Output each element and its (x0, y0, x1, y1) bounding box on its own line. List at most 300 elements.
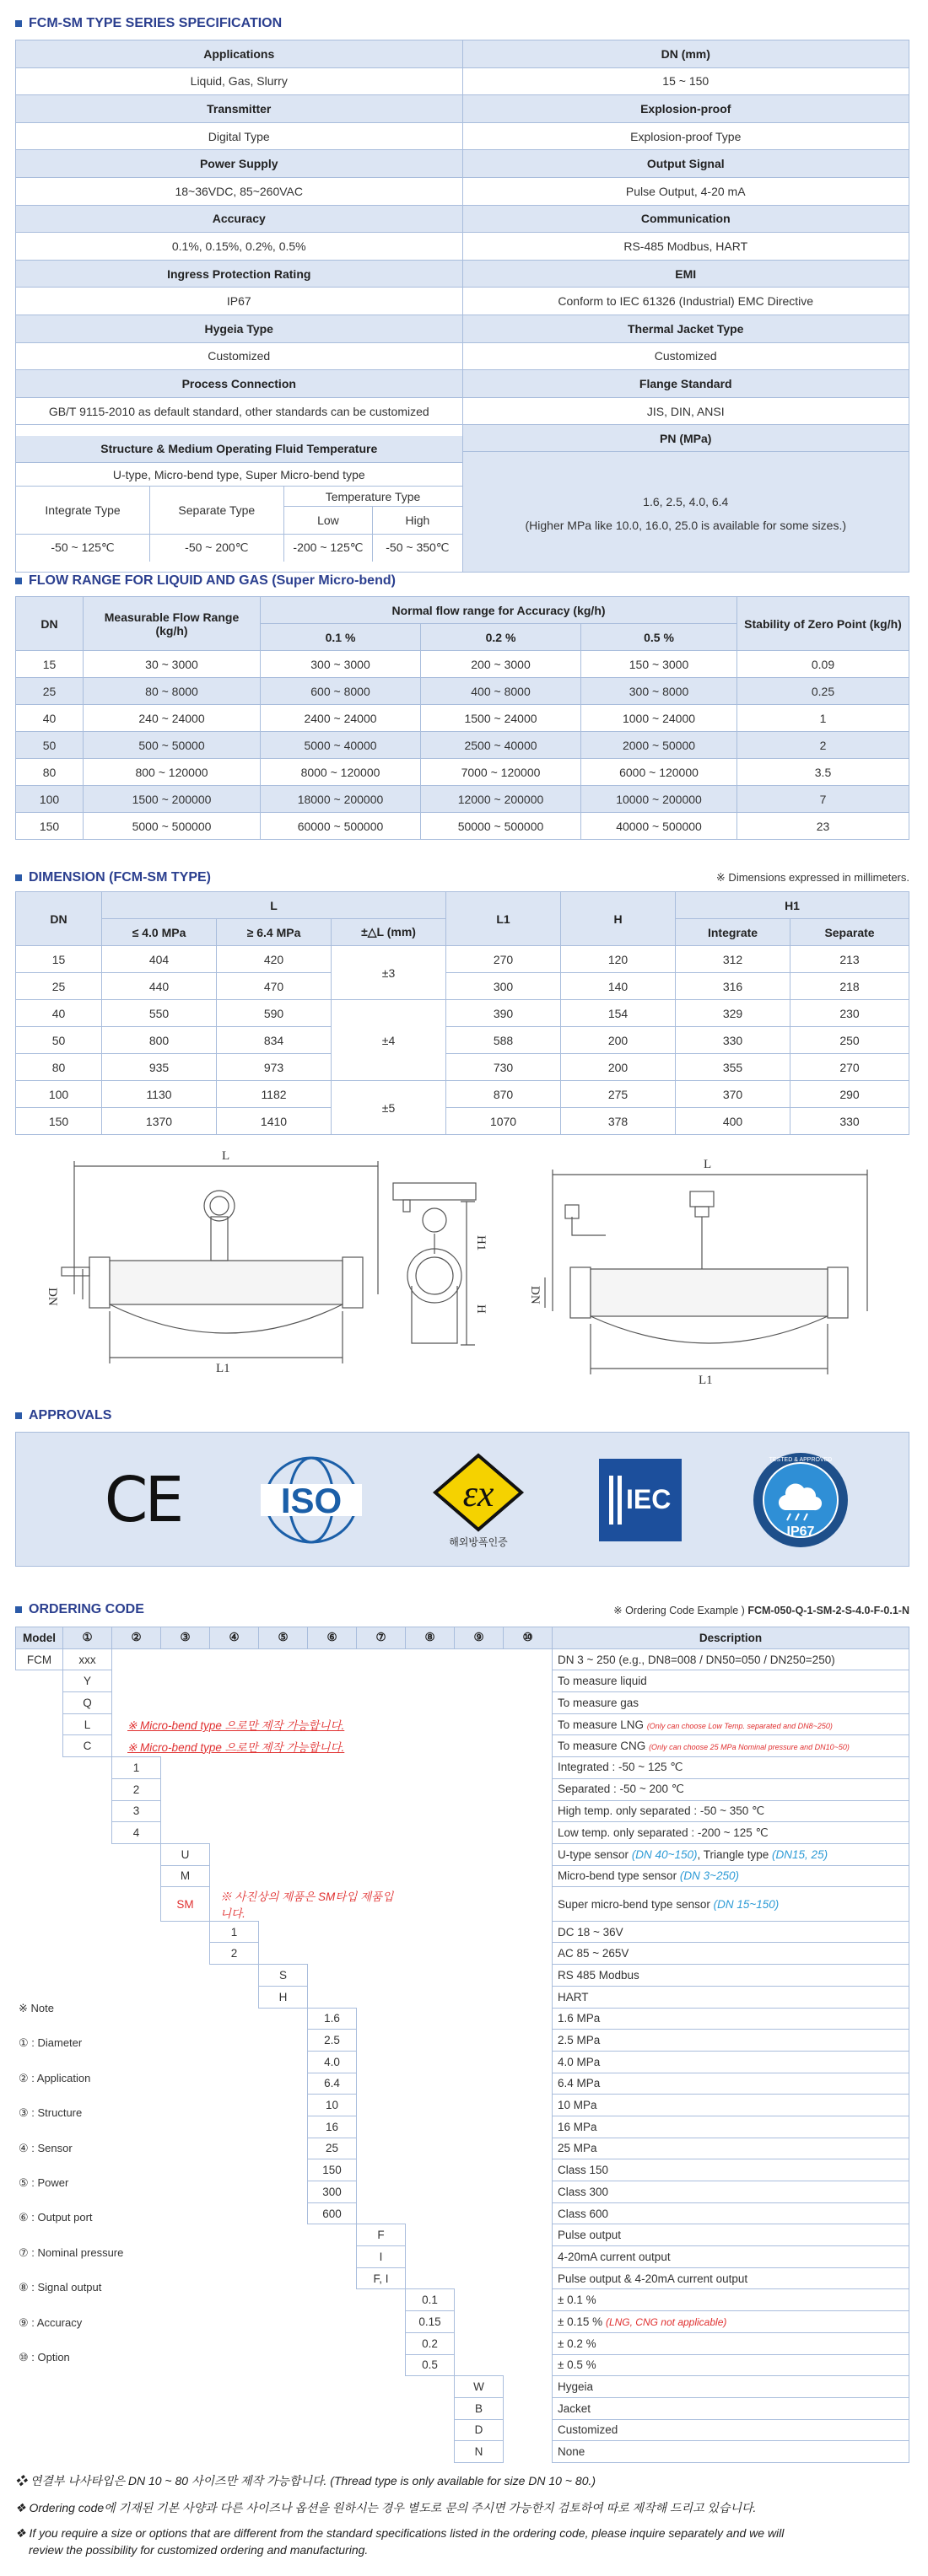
spec-label: Communication (462, 205, 909, 233)
empty-cell (504, 1865, 553, 1887)
empty-cell (504, 2181, 553, 2203)
empty-cell (504, 2376, 553, 2398)
option-code: B (455, 2397, 504, 2419)
empty-cell (406, 2441, 455, 2463)
note-item: ① : Diameter (19, 2036, 83, 2050)
empty-cell (259, 1843, 308, 1865)
empty-cell (112, 2397, 161, 2419)
high-label: High (373, 507, 462, 535)
empty-cell (357, 1757, 406, 1779)
empty-cell (161, 2246, 210, 2268)
table-row (16, 946, 909, 973)
footer-line: ❖ Ordering code에 기재된 기본 사양과 다른 사이즈나 옵션을 원하시는 경우 별도로 문의 주시면 가능한지 검토하여 따로 제작해 드리고 있습니다. (15, 2501, 757, 2514)
empty-cell (112, 1921, 161, 1943)
empty-cell (112, 1887, 161, 1922)
empty-cell (455, 1648, 504, 1670)
empty-cell (259, 2181, 308, 2203)
empty-cell (210, 2289, 259, 2311)
empty-cell (259, 1778, 308, 1800)
empty-cell (455, 2030, 504, 2052)
empty-cell (210, 2267, 259, 2289)
empty-cell (161, 1822, 210, 1844)
empty-cell (63, 2397, 112, 2419)
spec-value: Customized (16, 342, 463, 370)
flow-cell: 0.09 (737, 651, 909, 678)
diameter-code: xxx (63, 1648, 112, 1670)
bullet-square-icon (15, 578, 22, 584)
description (553, 1843, 909, 1865)
note-item: ⑦ : Nominal pressure (19, 2245, 124, 2259)
empty-cell (357, 1865, 406, 1887)
table-row (16, 759, 909, 786)
empty-cell (455, 2095, 504, 2116)
dim-cell: 290 (790, 1081, 909, 1108)
table-row (16, 786, 909, 813)
table-row (16, 1757, 909, 1779)
table-row (16, 2419, 909, 2441)
flow-h-c: 0.5 % (581, 624, 737, 651)
empty-cell (259, 2376, 308, 2398)
empty-cell (357, 1843, 406, 1865)
empty-cell (357, 1648, 406, 1670)
flow-section (15, 573, 909, 840)
flow-cell: 500 ~ 50000 (84, 732, 261, 759)
temp-integrate: -50 ~ 125℃ (16, 534, 150, 562)
empty-cell (455, 1800, 504, 1822)
empty-cell (210, 2095, 259, 2116)
description (553, 1778, 909, 1800)
empty-cell (455, 2008, 504, 2030)
table-row (16, 2332, 909, 2354)
empty-cell (16, 1735, 63, 1757)
dim-cell: 154 (561, 1000, 676, 1027)
dim-cell: 200 (561, 1027, 676, 1054)
dim-cell: 100 (16, 1081, 102, 1108)
spec-header-row (16, 205, 909, 233)
iec-logo (590, 1449, 691, 1551)
description-text: 10 MPa (558, 2099, 597, 2112)
dim-cell: 330 (790, 1108, 909, 1135)
description (553, 2008, 909, 2030)
table-row (16, 651, 909, 678)
dim-cell: 140 (561, 973, 676, 1000)
dim-cell: 1130 (102, 1081, 217, 1108)
spec-label: Explosion-proof (462, 95, 909, 123)
flow-cell: 300 ~ 8000 (581, 678, 737, 705)
empty-cell (16, 1843, 63, 1865)
description-range: (DN 40~150) (631, 1847, 698, 1861)
description-text: 6.4 MPa (558, 2077, 601, 2090)
example-label: ※ Ordering Code Example ) (613, 1604, 745, 1616)
separate-type-label: Separate Type (150, 487, 284, 535)
empty-cell (161, 1692, 210, 1714)
spec-value-row (16, 122, 909, 150)
pn-cell (462, 425, 909, 573)
empty-cell (406, 1843, 455, 1865)
dim-cell: 550 (102, 1000, 217, 1027)
iso-logo (261, 1449, 362, 1551)
empty-cell (210, 1843, 259, 1865)
empty-cell (161, 1800, 210, 1822)
empty-cell (406, 1670, 455, 1692)
ordering-code (15, 1627, 909, 2463)
description: DN 3 ~ 250 (e.g., DN8=008 / DN50=050 / DN250=250) (553, 1648, 909, 1670)
dim-title: DIMENSION (FCM-SM TYPE) (29, 870, 211, 885)
empty-cell (210, 1822, 259, 1844)
option-code: 16 (308, 2116, 357, 2138)
spec-label: Process Connection (16, 370, 463, 398)
empty-cell (161, 2095, 210, 2116)
table-row (16, 705, 909, 732)
empty-cell (357, 1735, 406, 1757)
empty-cell (210, 2419, 259, 2441)
spec-value: Conform to IEC 61326 (Industrial) EMC Directive (462, 288, 909, 315)
dim-cell: 120 (561, 946, 676, 973)
spec-title: FCM-SM TYPE SERIES SPECIFICATION (29, 16, 283, 30)
empty-cell (259, 1757, 308, 1779)
empty-cell (504, 1943, 553, 1965)
empty-cell (406, 2051, 455, 2073)
empty-cell (259, 2159, 308, 2181)
drawing-label-l1: L1 (216, 1362, 230, 1375)
empty-cell (63, 1800, 112, 1822)
empty-cell (161, 2224, 210, 2246)
description (553, 1670, 909, 1692)
note-item: ⑩ : Option (19, 2351, 70, 2364)
empty-cell (63, 2419, 112, 2441)
description-text: 2.5 MPa (558, 2034, 601, 2047)
option-code: F (357, 2224, 406, 2246)
description-text: 1.6 MPa (558, 2012, 601, 2025)
empty-cell (63, 1943, 112, 1965)
spec-header-row (16, 95, 909, 123)
description-text: Micro-bend type sensor (558, 1869, 677, 1883)
empty-cell (63, 1887, 112, 1922)
empty-cell (504, 2030, 553, 2052)
bullet-square-icon (15, 874, 22, 881)
empty-cell (308, 2397, 357, 2419)
spec-table (15, 40, 909, 573)
empty-cell (357, 1713, 406, 1735)
dim-h-int: Integrate (676, 919, 790, 946)
dim-cell: 973 (217, 1054, 332, 1081)
table-row (16, 2073, 909, 2095)
option-code: 3 (112, 1800, 161, 1822)
dimension-section (15, 869, 909, 1135)
empty-cell (504, 2051, 553, 2073)
empty-cell (161, 1670, 210, 1692)
table-row (16, 2224, 909, 2246)
table-row (16, 1027, 909, 1054)
empty-cell (455, 2181, 504, 2203)
table-row (16, 1865, 909, 1887)
empty-cell (16, 2376, 63, 2398)
flow-cell: 40000 ~ 500000 (581, 813, 737, 840)
svg-text:εx: εx (462, 1472, 494, 1514)
table-row (16, 1986, 909, 2008)
empty-cell (357, 2008, 406, 2030)
option-code: W (455, 2376, 504, 2398)
drawing-label-h1: H1 (474, 1235, 488, 1251)
table-row (16, 2376, 909, 2398)
empty-cell (308, 1822, 357, 1844)
spec-value: 0.1%, 0.15%, 0.2%, 0.5% (16, 233, 463, 261)
empty-cell (308, 2267, 357, 2289)
description (553, 1713, 909, 1735)
description-text: Low temp. only separated : -200 ~ 125 ℃ (558, 1826, 769, 1839)
flow-cell: 150 (16, 813, 84, 840)
empty-cell (210, 2030, 259, 2052)
option-code: 6.4 (308, 2073, 357, 2095)
description (553, 1921, 909, 1943)
empty-cell (161, 2181, 210, 2203)
description-text: None (558, 2445, 585, 2459)
empty-cell (455, 2138, 504, 2159)
dim-cell: 150 (16, 1108, 102, 1135)
flow-cell: 150 ~ 3000 (581, 651, 737, 678)
table-row (16, 2289, 909, 2311)
empty-cell (357, 2159, 406, 2181)
ce-mark: CE (104, 1464, 181, 1536)
table-row (16, 2397, 909, 2419)
empty-cell (455, 1778, 504, 1800)
dim-cell: 250 (790, 1027, 909, 1054)
note-item: ⑥ : Output port (19, 2211, 93, 2224)
empty-cell (112, 2267, 161, 2289)
empty-cell (357, 2138, 406, 2159)
empty-cell (406, 1865, 455, 1887)
empty-cell (504, 1648, 553, 1670)
flow-cell: 5000 ~ 500000 (84, 813, 261, 840)
empty-cell (210, 2202, 259, 2224)
empty-cell (357, 2030, 406, 2052)
empty-cell (63, 1921, 112, 1943)
empty-cell (16, 1800, 63, 1822)
empty-cell (63, 2441, 112, 2463)
empty-cell (210, 2224, 259, 2246)
empty-cell (504, 1778, 553, 1800)
drawing-label-l-right: L (704, 1158, 712, 1171)
bullet-square-icon (15, 1412, 22, 1419)
column-header: ⑥ (308, 1627, 357, 1649)
note-item: ⑨ : Accuracy (19, 2315, 83, 2329)
spec-value: JIS, DIN, ANSI (462, 397, 909, 425)
example-code: FCM-050-Q-1-SM-2-S-4.0-F-0.1-N (747, 1604, 909, 1616)
empty-cell (16, 1865, 63, 1887)
empty-cell (308, 2419, 357, 2441)
empty-cell (406, 1822, 455, 1844)
footer-line: ❖ If you require a size or options that are different from the standard specifications listed in the ordering code, please inquire separately and we will (15, 2526, 785, 2540)
note-item: ③ : Structure (19, 2106, 83, 2120)
empty-cell (259, 2441, 308, 2463)
spec-label: Thermal Jacket Type (462, 315, 909, 342)
empty-cell (259, 1943, 308, 1965)
flow-cell: 8000 ~ 120000 (261, 759, 421, 786)
model-code: FCM (16, 1648, 63, 1670)
empty-cell (455, 2159, 504, 2181)
description (553, 2397, 909, 2419)
table-row (16, 1108, 909, 1135)
description-text: , Triangle type (697, 1847, 769, 1861)
empty-cell (406, 2008, 455, 2030)
spec-value-row (16, 177, 909, 205)
table-row (16, 2095, 909, 2116)
empty-cell (406, 2246, 455, 2268)
empty-cell (455, 1865, 504, 1887)
empty-cell (504, 2008, 553, 2030)
empty-cell (357, 2116, 406, 2138)
empty-cell (210, 2008, 259, 2030)
empty-cell (112, 2332, 161, 2354)
empty-cell (210, 2051, 259, 2073)
flow-cell: 23 (737, 813, 909, 840)
description (553, 1887, 909, 1922)
empty-cell (357, 2332, 406, 2354)
description (553, 2246, 909, 2268)
empty-cell (455, 2311, 504, 2333)
empty-cell (357, 1965, 406, 1987)
section-title (15, 573, 909, 589)
dim-cell: 270 (790, 1054, 909, 1081)
option-code: 0.5 (406, 2354, 455, 2376)
empty-cell (504, 2311, 553, 2333)
table-row (16, 1800, 909, 1822)
description (553, 1865, 909, 1887)
section-title (15, 1407, 909, 1424)
empty-cell (16, 1887, 63, 1922)
drawing-label-h: H (474, 1304, 488, 1314)
description (553, 2267, 909, 2289)
table-row (16, 1822, 909, 1844)
empty-cell (357, 2376, 406, 2398)
drawing-label-l1-right: L1 (699, 1374, 713, 1387)
dim-cell: 200 (561, 1054, 676, 1081)
empty-cell (308, 1670, 357, 1692)
table-row (16, 2051, 909, 2073)
ordering-title-row (15, 1601, 909, 1618)
option-code: S (259, 1965, 308, 1987)
empty-cell (210, 1800, 259, 1822)
empty-cell (161, 2376, 210, 2398)
spec-header-row (16, 150, 909, 178)
ex-caption: 해외방폭인증 (449, 1535, 508, 1548)
empty-cell (357, 2181, 406, 2203)
option-code: L (63, 1713, 112, 1735)
description (553, 2376, 909, 2398)
dim-cell: 400 (676, 1108, 790, 1135)
ordering-table (15, 1627, 909, 2463)
flow-cell: 0.25 (737, 678, 909, 705)
spec-header-row (16, 315, 909, 342)
empty-cell (308, 1648, 357, 1670)
empty-cell (112, 2095, 161, 2116)
spec-value-row (16, 233, 909, 261)
flow-title: FLOW RANGE FOR LIQUID AND GAS (Super Micro-bend) (29, 573, 396, 588)
empty-cell (210, 1692, 259, 1714)
spec-label: Flange Standard (462, 370, 909, 398)
dim-cell: 213 (790, 946, 909, 973)
description (553, 2138, 909, 2159)
empty-cell (210, 1778, 259, 1800)
empty-cell (406, 1648, 455, 1670)
empty-cell (16, 2224, 63, 2246)
description-sub: (Only can choose 25 MPa Nominal pressure and DN10~50) (649, 1743, 850, 1752)
table-row (16, 973, 909, 1000)
description-header: Description (553, 1627, 909, 1649)
empty-cell (504, 1986, 553, 2008)
empty-cell (455, 2289, 504, 2311)
table-row (16, 1054, 909, 1081)
table-row (16, 1692, 909, 1714)
description-range: (DN 3~250) (679, 1869, 740, 1883)
dim-cell: 80 (16, 1054, 102, 1081)
description (553, 2202, 909, 2224)
table-row (16, 1000, 909, 1027)
description-text: Class 150 (558, 2164, 609, 2177)
empty-cell (504, 2202, 553, 2224)
empty-cell (455, 1735, 504, 1757)
empty-cell (308, 1865, 357, 1887)
option-code: 10 (308, 2095, 357, 2116)
description (553, 2354, 909, 2376)
empty-cell (504, 2354, 553, 2376)
flow-cell: 600 ~ 8000 (261, 678, 421, 705)
empty-cell (504, 1800, 553, 1822)
dim-h-h1: H1 (676, 892, 909, 919)
empty-cell (16, 1822, 63, 1844)
description-range: (DN15, 25) (772, 1847, 828, 1861)
option-code: Y (63, 1670, 112, 1692)
empty-cell (357, 1921, 406, 1943)
empty-cell (259, 2030, 308, 2052)
empty-cell (63, 1778, 112, 1800)
description (553, 2095, 909, 2116)
spec-value: GB/T 9115-2010 as default standard, other standards can be customized (16, 397, 463, 425)
dimension-table (15, 891, 909, 1135)
empty-cell (455, 2073, 504, 2095)
flow-h-dn: DN (16, 597, 84, 651)
dim-cell: 1182 (217, 1081, 332, 1108)
description (553, 2441, 909, 2463)
empty-cell (63, 2159, 112, 2181)
flow-cell: 80 ~ 8000 (84, 678, 261, 705)
empty-cell (308, 2246, 357, 2268)
empty-cell (63, 2354, 112, 2376)
low-label: Low (283, 507, 373, 535)
empty-cell (455, 1822, 504, 1844)
structure-section (16, 425, 909, 573)
empty-cell (504, 1670, 553, 1692)
table-row (16, 2267, 909, 2289)
empty-cell (455, 2332, 504, 2354)
empty-cell (504, 1822, 553, 1844)
option-note: ※ Micro-bend type 으로만 제작 가능합니다. (127, 1719, 345, 1733)
empty-cell (357, 2311, 406, 2333)
flow-cell: 7000 ~ 120000 (421, 759, 581, 786)
description-text: Super micro-bend type sensor (558, 1897, 710, 1911)
empty-cell (357, 2073, 406, 2095)
dim-cell: 270 (446, 946, 561, 973)
table-row (16, 732, 909, 759)
spec-value: RS-485 Modbus, HART (462, 233, 909, 261)
empty-cell (455, 2354, 504, 2376)
empty-cell (112, 2159, 161, 2181)
description-text: 4.0 MPa (558, 2055, 601, 2068)
option-code: 0.15 (406, 2311, 455, 2333)
empty-cell (406, 2116, 455, 2138)
spec-value: Explosion-proof Type (462, 122, 909, 150)
ordering-header-row (16, 1627, 909, 1649)
